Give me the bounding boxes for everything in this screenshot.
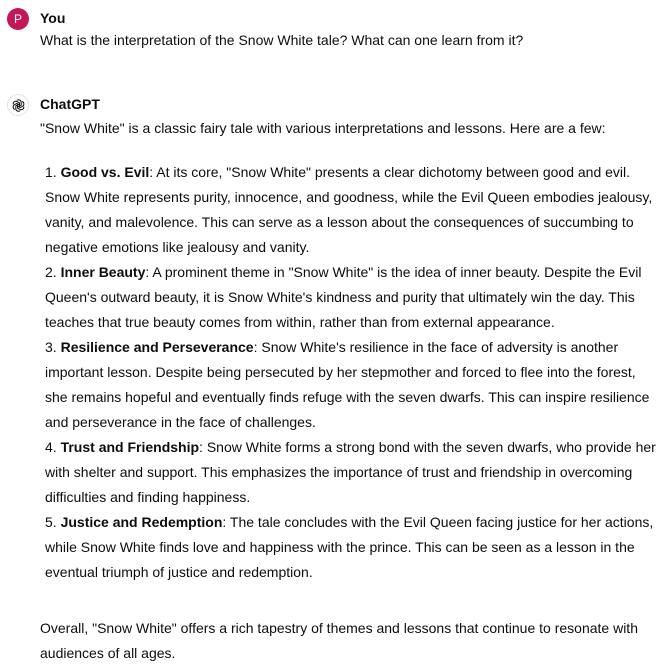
list-item-title: Inner Beauty <box>60 264 146 280</box>
list-item-body: : At its core, "Snow White" presents a clear dichotomy between good and evil. Snow White represents purity, innocence, and goodness, while the Evil Queen embodies jealousy, vanity, and malevolence. This can serve as a lesson about the consequences of succumbing to negative emotions like jealousy and vanity. <box>45 164 653 255</box>
list-item-title: Good vs. Evil <box>60 164 150 180</box>
list-item <box>45 510 659 585</box>
openai-logo-icon <box>7 94 29 116</box>
user-author-label: You <box>40 10 66 26</box>
lessons-list <box>45 160 659 585</box>
list-item <box>45 335 659 435</box>
list-item-body: : The tale concludes with the Evil Queen facing justice for her actions, while Snow White finds love and happiness with the prince. This can be seen as a lesson in the eventual triumph of justice and redemption. <box>45 514 654 580</box>
user-message-text: What is the interpretation of the Snow White tale? What can one learn from it? <box>40 32 524 48</box>
user-avatar: P <box>7 8 29 30</box>
list-item-body: : Snow White forms a strong bond with the seven dwarfs, who provide her with shelter and support. This emphasizes the importance of trust and friendship in overcoming difficulties and finding happiness. <box>45 439 656 505</box>
list-item-body: : Snow White's resilience in the face of adversity is another important lesson. Despite being persecuted by her stepmother and forced to flee into the forest, she remains hopeful and eventually finds refuge with the seven dwarfs. This can inspire resilience and perseverance in the face of challenges. <box>45 339 650 430</box>
list-item <box>45 260 659 335</box>
list-item <box>45 160 659 260</box>
assistant-intro-text: "Snow White" is a classic fairy tale with various interpretations and lessons. Here are a few: <box>40 120 606 136</box>
list-item-body: : A prominent theme in "Snow White" is the idea of inner beauty. Despite the Evil Queen's outward beauty, it is Snow White's kindness and purity that ultimately win the day. This teaches that true beauty comes from within, rather than from external appearance. <box>45 264 642 330</box>
list-item-number: 5. <box>45 514 61 530</box>
list-item-title: Justice and Redemption <box>60 514 223 530</box>
list-item-title: Resilience and Perseverance <box>60 339 254 355</box>
list-item-number: 3. <box>45 339 61 355</box>
assistant-author-label: ChatGPT <box>40 96 100 112</box>
list-item-number: 2. <box>45 264 61 280</box>
assistant-conclusion-text: Overall, "Snow White" offers a rich tapestry of themes and lessons that continue to resonate with audiences of all ages. <box>40 620 638 661</box>
list-item-number: 1. <box>45 164 61 180</box>
list-item-number: 4. <box>45 439 61 455</box>
list-item-title: Trust and Friendship <box>60 439 200 455</box>
list-item <box>45 435 659 510</box>
